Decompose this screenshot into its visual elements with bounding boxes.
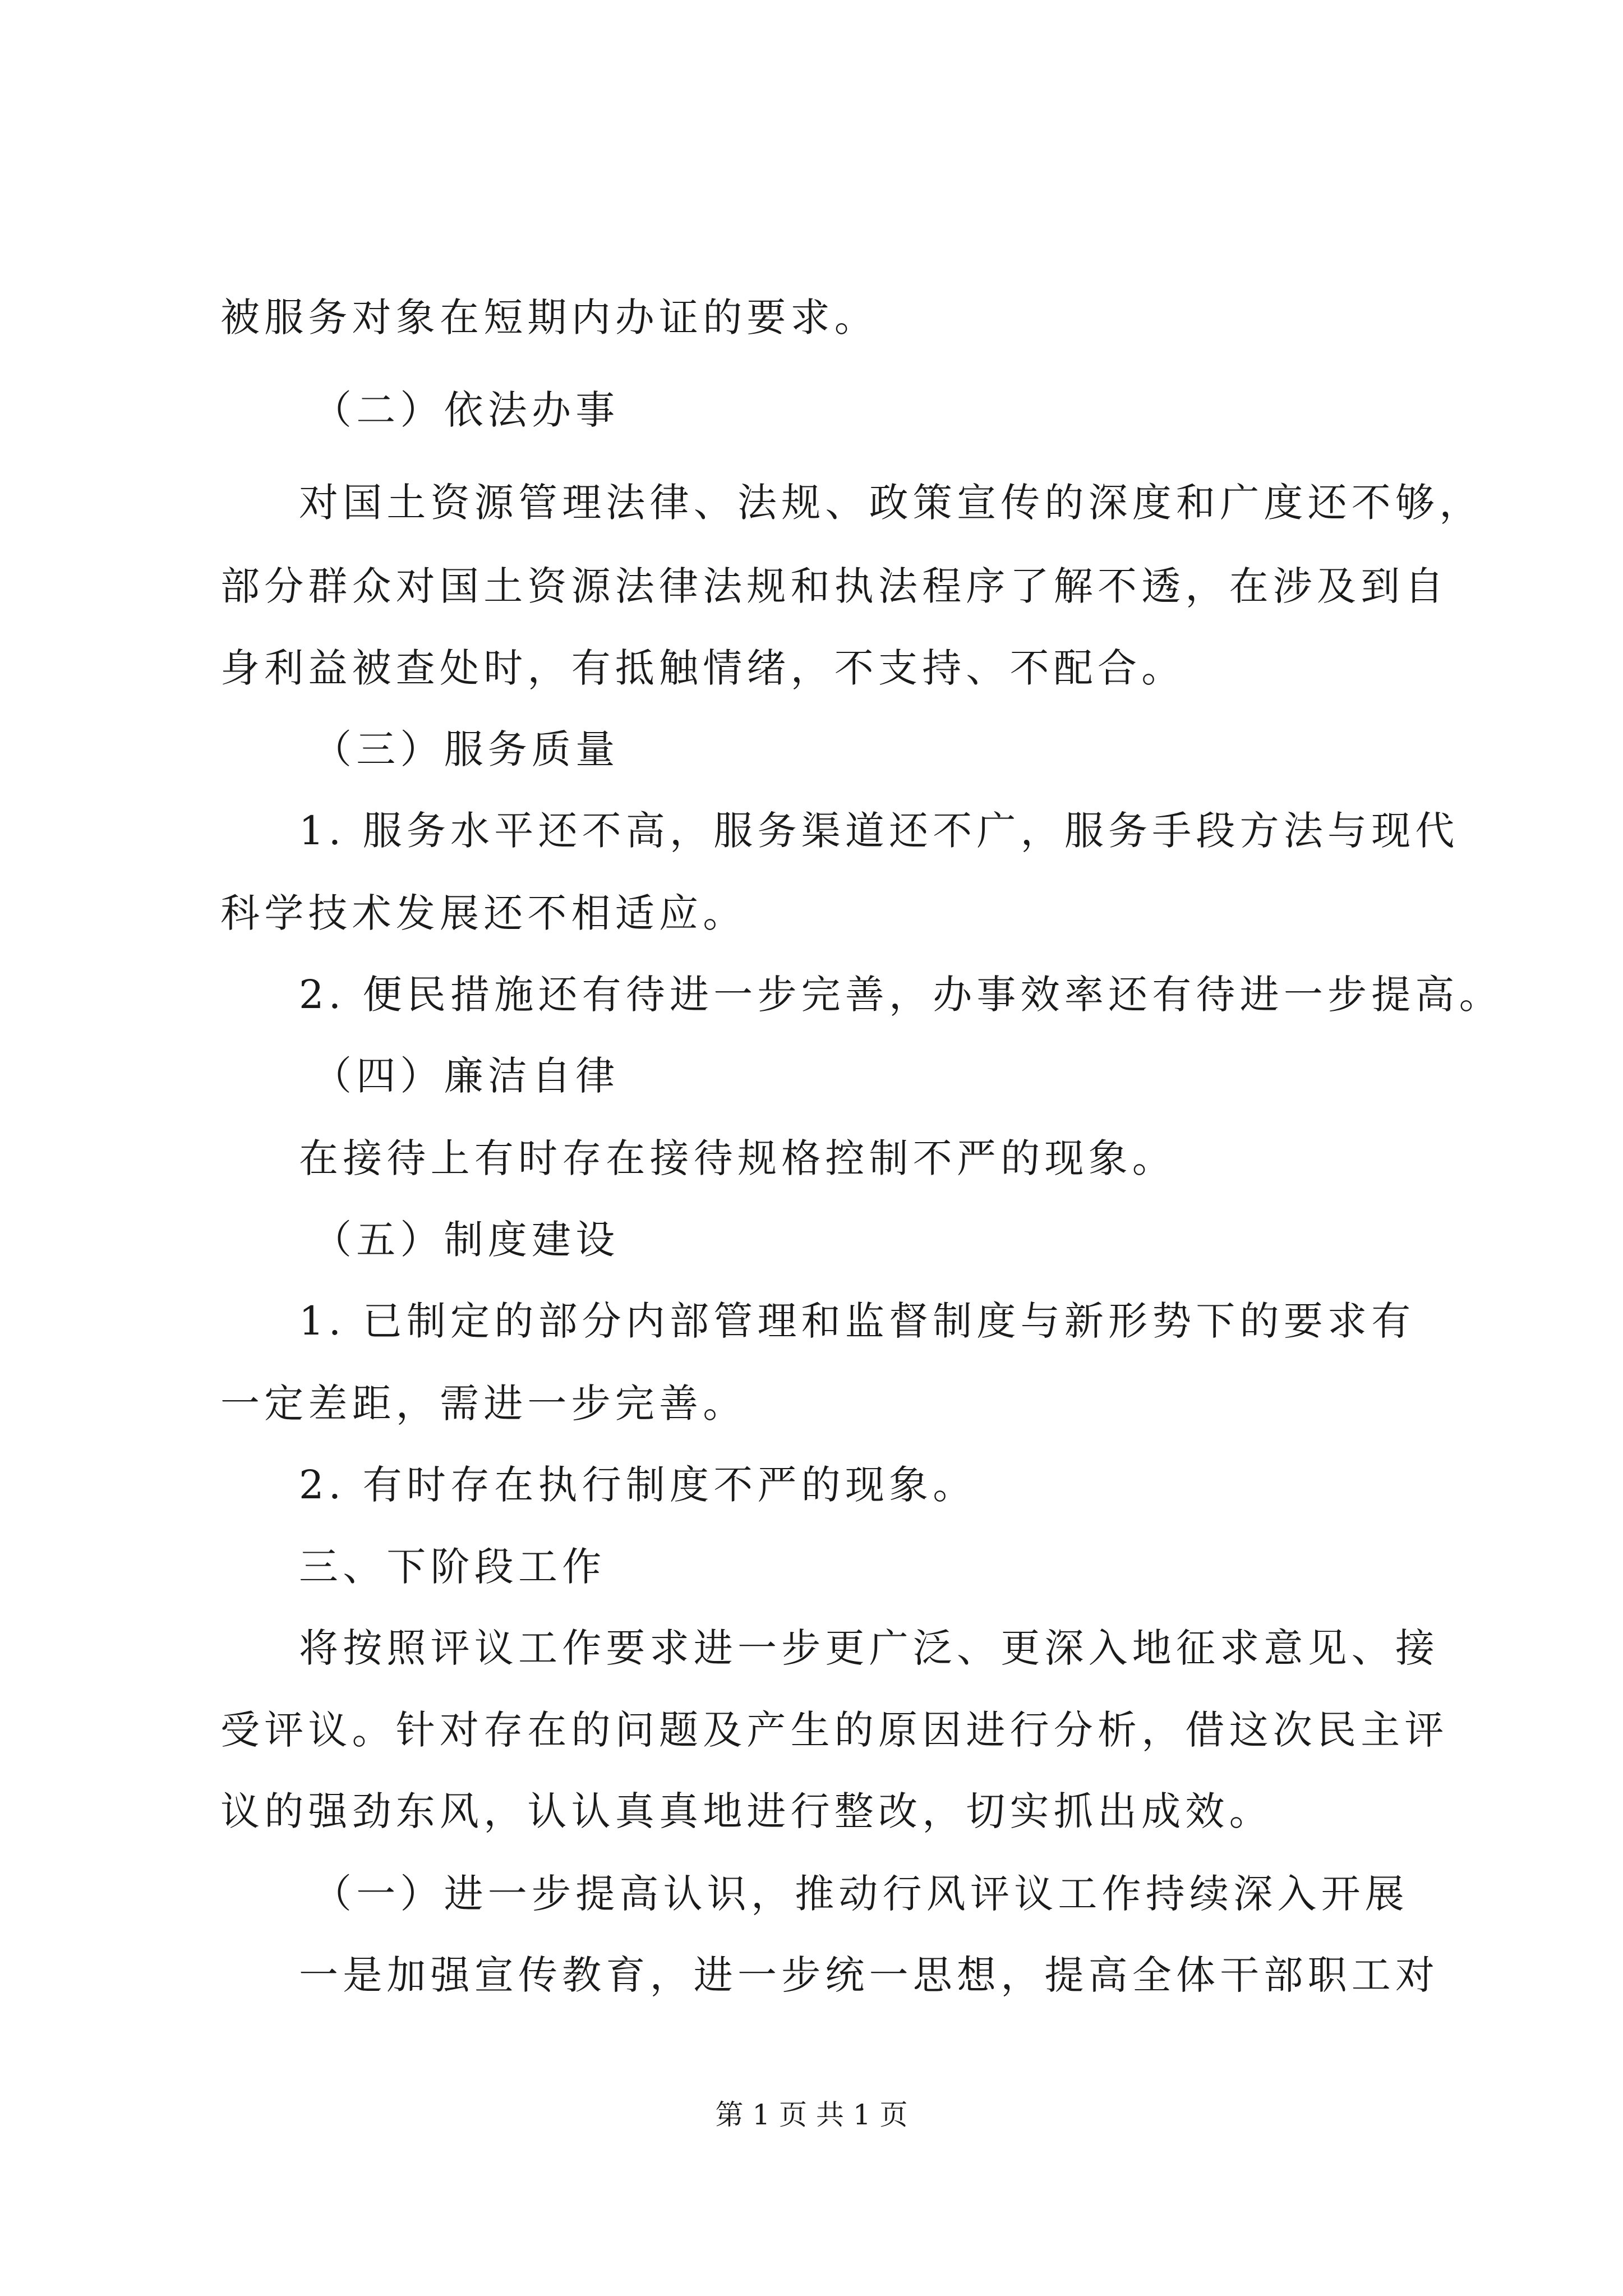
body-line: 被服务对象在短期内办证的要求。 bbox=[220, 295, 878, 341]
page-number-footer: 第 1 页 共 1 页 bbox=[715, 2099, 908, 2131]
section-heading: 三、下阶段工作 bbox=[299, 1544, 606, 1590]
body-line: 科学技术发展还不相适应。 bbox=[220, 890, 747, 936]
paragraph-first-line: 将按照评议工作要求进一步更广泛、更深入地征求意见、接 bbox=[299, 1625, 1440, 1671]
section-heading: （二）依法办事 bbox=[312, 387, 620, 433]
list-item: 1. 服务水平还不高，服务渠道还不广，服务手段方法与现代 bbox=[299, 808, 1459, 854]
paragraph-first-line: 对国土资源管理法律、法规、政策宣传的深度和广度还不够， bbox=[299, 480, 1483, 526]
body-line: 一定差距，需进一步完善。 bbox=[220, 1381, 747, 1427]
paragraph-first-line: 一是加强宣传教育，进一步统一思想，提高全体干部职工对 bbox=[299, 1952, 1440, 1998]
body-line: 议的强劲东风，认认真真地进行整改，切实抓出成效。 bbox=[220, 1788, 1273, 1834]
list-item: 1. 已制定的部分内部管理和监督制度与新形势下的要求有 bbox=[299, 1298, 1415, 1344]
body-line: 受评议。针对存在的问题及产生的原因进行分析，借这次民主评 bbox=[220, 1707, 1449, 1753]
body-line: 身利益被查处时，有抵触情绪，不支持、不配合。 bbox=[220, 645, 1186, 691]
body-line: 部分群众对国土资源法律法规和执法程序了解不透，在涉及到自 bbox=[220, 563, 1449, 609]
list-item: 2. 有时存在执行制度不严的现象。 bbox=[299, 1462, 977, 1508]
section-heading: （四）廉洁自律 bbox=[312, 1053, 620, 1099]
section-heading: （一）进一步提高认识，推动行风评议工作持续深入开展 bbox=[312, 1871, 1409, 1917]
section-heading: （三）服务质量 bbox=[312, 726, 620, 772]
paragraph-first-line: 在接待上有时存在接待规格控制不严的现象。 bbox=[299, 1135, 1176, 1181]
list-item: 2. 便民措施还有待进一步完善，办事效率还有待进一步提高。 bbox=[299, 972, 1503, 1018]
section-heading: （五）制度建设 bbox=[312, 1217, 620, 1263]
